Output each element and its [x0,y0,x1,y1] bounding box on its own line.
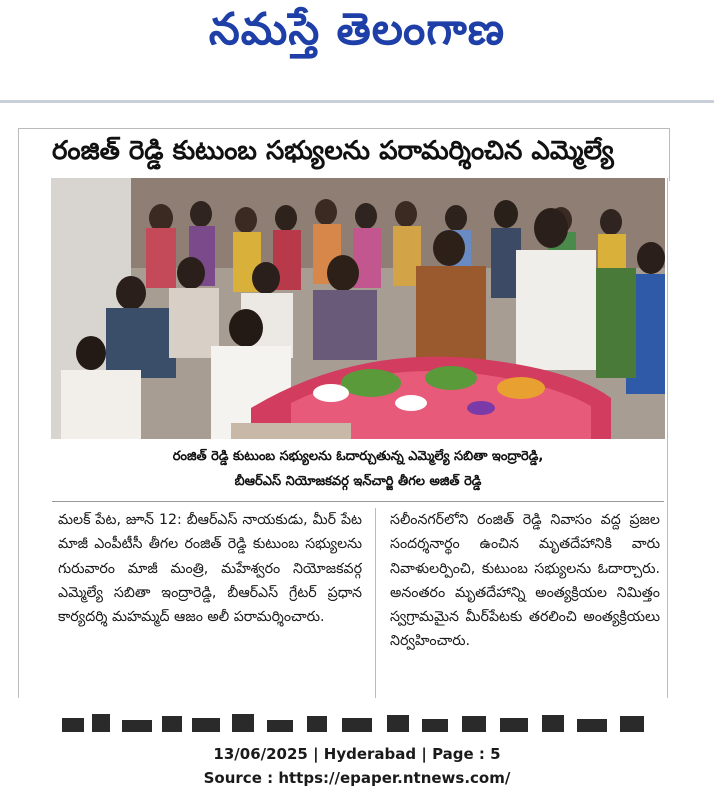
masthead-divider [0,100,714,103]
article-headline: రంజిత్ రెడ్డి కుటుంబ సభ్యులను పరామర్శించిన ఎమ్మెల్యే [52,136,614,166]
footer-source: Source : https://epaper.ntnews.com/ [203,769,511,787]
caption-divider [52,501,664,502]
article-column-left: మలక్ పేట, జూన్ 12: బీఆర్ఎస్ నాయకుడు, మీర్ పేట మాజీ ఎంపీటీసీ తీగల రంజిత్ రెడ్డి కుటుంబ సభ్యులను గురువారం మాజీ మంత్రి, మహేశ్వరం నియోజకవర్గ ఎమ్మెల్యే సబితా ఇంద్రారెడ్డి, బీఆర్ఎస్ గ్రేటర్ ప్రధాన కార్యదర్శి మహమ్మద్ ఆజం అలీ పరామర్శించారు. [58,512,362,626]
footer-date-location: 13/06/2025 | Hyderabad | Page : 5 [213,745,501,763]
masthead-title: నమస్తే తెలంగాణ [208,4,506,55]
photo-caption [52,444,664,494]
masthead [0,0,714,72]
column-divider [375,508,376,698]
photo-caption-line-2: బీఆర్ఎస్ నియోజకవర్గ ఇన్‌చార్జి తీగల అజిత్ రెడ్డి [234,474,482,489]
page-footer [0,742,714,790]
news-photo [51,178,665,439]
photo-caption-line-1: రంజిత్ రెడ్డి కుటుంబ సభ్యులను ఓదార్చుతున్న ఎమ్మెల్యే సబితా ఇంద్రారెడ్డి, [172,449,544,464]
next-headline-fragment [52,706,664,732]
article-frame-left [18,178,19,698]
article-frame-right [667,178,668,698]
article-column-right: సలీంనగర్‌లోని రంజిత్ రెడ్డి నివాసం వద్ద ప్రజల సందర్శనార్థం ఉంచిన మృతదేహానికి వారు నివాళులర్పించి, కుటుంబ సభ్యులను ఓదార్చారు. అనంతరం మృతదేహాన్ని అంత్యక్రియల నిమిత్తం స్వగ్రామమైన మీర్‌పేటకు తరలించి అంత్యక్రియలు నిర్వహించారు. [390,512,660,650]
